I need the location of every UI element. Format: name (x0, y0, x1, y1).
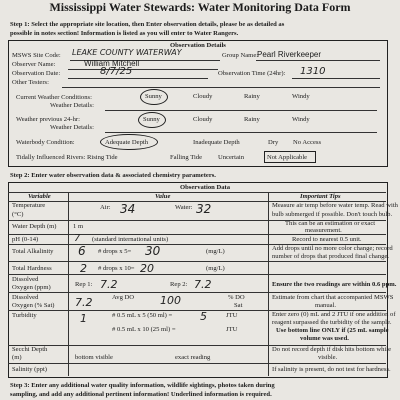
avg-do-label: Avg DO (112, 294, 135, 301)
do-rep1-label: Rep 1: (75, 281, 93, 288)
do-ppm-tip: Ensure the two readings are within 0.6 ppm. (272, 281, 397, 288)
tidal-label: Tidally Influenced Rivers: Rising Tide (16, 154, 118, 161)
water-depth-label: Water Depth (m) (12, 223, 57, 230)
turbidity-line1: # 0.5 mL x 5 (50 ml) = (112, 312, 173, 319)
previous-weather-label: Weather previous 24-hr: (16, 116, 80, 123)
secchi-label-1: Secchi Depth (12, 346, 48, 353)
do-rep1-value[interactable]: 7.2 (100, 278, 118, 291)
secchi-tip-1: Do not record depth if disk hits bottom while (272, 346, 392, 353)
do-sat-percent-value[interactable]: 100 (160, 294, 181, 307)
turbidity-line1-value[interactable]: 5 (200, 310, 207, 323)
observation-date-value[interactable]: 8/7/25 (100, 66, 133, 77)
step1-instructions-line2: possible in notes section! Information is listed as you will enter to Water Rangers. (10, 30, 239, 37)
depth-tip-2: measurement. (305, 227, 342, 234)
testers-underline (62, 87, 380, 88)
alkalinity-tip-1: Add drops until no more color change; record (272, 245, 393, 252)
air-temp-value[interactable]: 34 (120, 202, 136, 216)
waterbody-dry[interactable]: Dry (268, 139, 279, 146)
turbidity-line2-unit: JTU (226, 326, 238, 333)
depth-tip-1: This can be an estimation or exact (285, 220, 376, 227)
observation-date-label: Observation Date: (12, 70, 61, 77)
alkalinity-tip-2: number of drops that produced final change. (272, 253, 390, 260)
hardness-drops[interactable]: 2 (80, 262, 87, 275)
do-sat-units-2: Sat (234, 302, 243, 309)
step1-instructions-line1: Step 1: Select the appropriate site location, then Enter observation details, please be as detailed as (10, 21, 285, 28)
current-weather-rainy[interactable]: Rainy (244, 93, 260, 100)
col-variable: Variable (28, 193, 51, 200)
secchi-bottom-visible: bottom visible (75, 354, 113, 361)
current-weather-windy[interactable]: Windy (292, 93, 310, 100)
row-divider-5 (8, 274, 386, 275)
row-divider-4 (8, 261, 386, 262)
observer-name-value[interactable]: William Mitchell (84, 59, 140, 68)
temperature-tip-1: Measure air temp before water temp. Read with (272, 202, 398, 209)
ph-units: (standard international units) (92, 236, 169, 243)
water-depth-value[interactable]: 1 m (73, 223, 84, 230)
waterbody-adequate-depth[interactable]: Adequate Depth (105, 139, 149, 146)
alkalinity-units: (mg/L) (206, 248, 225, 255)
secchi-label-2: (m) (12, 354, 22, 361)
observation-time-label: Observation Time (24hr): (218, 70, 286, 77)
current-weather-details-label: Weather Details: (50, 102, 94, 109)
alkalinity-result[interactable]: 30 (145, 244, 161, 258)
observation-data-title: Observation Data (180, 184, 231, 191)
alkalinity-label: Total Alkalinity (12, 248, 54, 255)
turbidity-tip-3: Use bottom line ONLY if (25 mL sample (276, 327, 389, 334)
step3-line2: sampling, and add any additional pertinent information! Underlined information is required. (10, 391, 272, 398)
ph-label: pH (0-14) (12, 236, 39, 243)
secchi-tip-2: visible. (318, 354, 338, 361)
current-weather-underline (105, 110, 377, 111)
hardness-units: (mg/L) (206, 265, 225, 272)
do-sat-value[interactable]: 7.2 (75, 296, 93, 309)
site-code-value[interactable]: LEAKE COUNTY WATERWAY (72, 48, 182, 57)
row-divider-6 (8, 292, 386, 293)
observer-underline (68, 69, 218, 70)
form-title: Mississippi Water Stewards: Water Monitoring Data Form (49, 0, 351, 14)
group-name-underline (256, 60, 380, 61)
do-sat-label-1: Dissolved (12, 294, 39, 301)
turbidity-tip-1: Enter zero (0) mL and 2 JTU if one addition of (272, 311, 396, 318)
do-sat-tip-1: Estimate from chart that accompanied MSWS (272, 294, 394, 301)
row-divider-2 (8, 234, 386, 235)
water-temp-value[interactable]: 32 (196, 202, 212, 216)
do-ppm-label-2: Oxygen (ppm) (12, 284, 51, 291)
alkalinity-drops[interactable]: 6 (78, 244, 86, 258)
group-name-value[interactable]: Pearl Riverkeeper (257, 50, 322, 59)
col-value: Value (155, 193, 171, 200)
previous-weather-details-label: Weather Details: (50, 124, 94, 131)
turbidity-line2: # 0.5 mL x 10 (25 ml) = (112, 326, 176, 333)
current-weather-label: Current Weather Conditions: (16, 94, 92, 101)
salinity-tip: If salinity is present, do not test for hardness. (272, 366, 391, 373)
do-rep2-label: Rep 2: (170, 281, 188, 288)
hardness-multiplier: # drops x 10= (98, 265, 135, 272)
do-sat-units-1: % DO (228, 294, 245, 301)
row-divider-9 (8, 363, 386, 364)
tidal-not-applicable[interactable]: Not Applicable (267, 154, 308, 161)
turbidity-line1-unit: JTU (226, 312, 238, 319)
time-underline (292, 78, 380, 79)
group-name-label: Group Name: (222, 52, 259, 59)
observation-details-title: Observation Details (170, 42, 226, 49)
previous-weather-cloudy[interactable]: Cloudy (193, 116, 213, 123)
site-code-label: MSWS Site Code: (12, 52, 61, 59)
current-weather-cloudy[interactable]: Cloudy (193, 93, 213, 100)
turbidity-tip-2: reagent surpassed the turbidity of the sample. (272, 319, 392, 326)
observation-time-value[interactable]: 1310 (300, 66, 326, 77)
waterbody-inadequate-depth[interactable]: Inadequate Depth (193, 139, 240, 146)
ph-value[interactable]: 7 (74, 233, 81, 244)
do-sat-tip-2: manual. (315, 302, 337, 309)
col-tips: Important Tips (300, 193, 341, 200)
do-rep2-value[interactable]: 7.2 (194, 278, 212, 291)
secchi-exact-reading: exact reading (175, 354, 211, 361)
ph-tip: Record to nearest 0.5 unit. (292, 236, 362, 243)
turbidity-label: Turbidity (12, 312, 37, 319)
do-sat-label-2: Oxygen (% Sat) (12, 302, 55, 309)
step3-line1: Step 3: Enter any additional water quality information, wildlife sightings, photos taken during (10, 382, 275, 389)
waterbody-condition-label: Waterbody Condition: (16, 139, 75, 146)
previous-weather-windy[interactable]: Windy (292, 116, 310, 123)
temperature-tip-2: bulb submerged if possible. Don't touch bulb. (272, 211, 393, 218)
salinity-label: Salinity (ppt) (12, 366, 47, 373)
other-testers-label: Other Testers: (12, 79, 49, 86)
hardness-result[interactable]: 20 (140, 262, 154, 275)
turbidity-tip-4: volume was used. (300, 335, 349, 342)
previous-weather-sunny[interactable]: Sunny (143, 116, 160, 123)
water-label: Water: (175, 204, 193, 211)
temperature-label: Temperature (12, 202, 46, 209)
observer-name-label: Observer Name: (12, 61, 56, 68)
step2-heading: Step 2: Enter water observation data & associated chemistry parameters. (10, 172, 216, 179)
tidal-uncertain[interactable]: Uncertain (218, 154, 244, 161)
previous-weather-rainy[interactable]: Rainy (244, 116, 260, 123)
date-underline (68, 78, 208, 79)
alkalinity-multiplier: # drops x 5= (98, 248, 132, 255)
do-ppm-label-1: Dissolved (12, 276, 39, 283)
air-label: Air: (100, 204, 111, 211)
previous-weather-underline (105, 132, 377, 133)
tidal-falling[interactable]: Falling Tide (170, 154, 203, 161)
turbidity-value[interactable]: 1 (80, 312, 87, 325)
waterbody-no-access[interactable]: No Access (293, 139, 322, 146)
current-weather-sunny[interactable]: Sunny (145, 93, 162, 100)
temperature-unit: (°C) (12, 211, 24, 218)
hardness-label: Total Hardness (12, 265, 52, 272)
